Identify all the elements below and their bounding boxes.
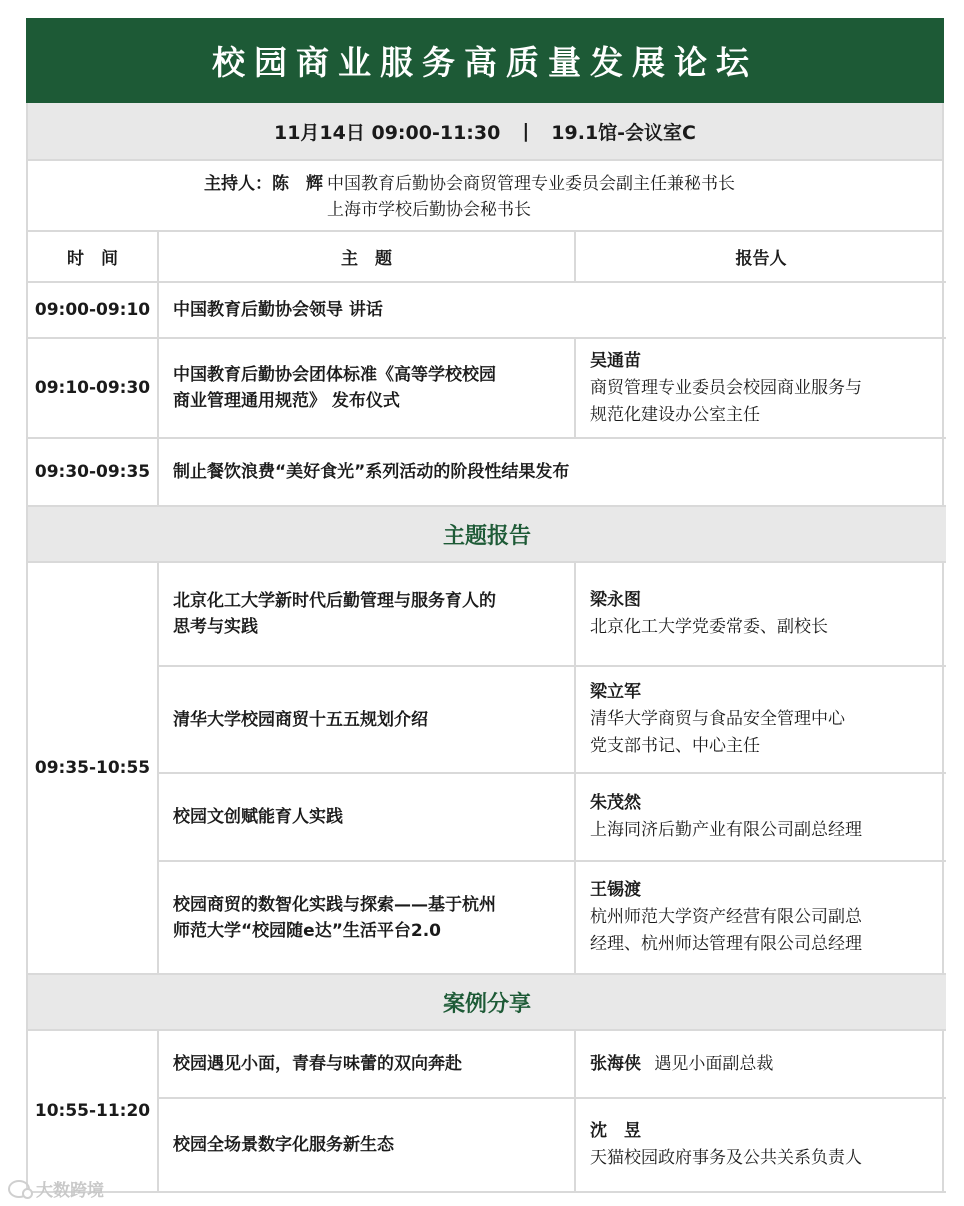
section-cases-heading: 案例分享 bbox=[28, 974, 946, 1030]
row-topic: 校园文创赋能育人实践 bbox=[158, 773, 575, 861]
table-row bbox=[28, 562, 946, 666]
table-row bbox=[28, 438, 946, 506]
speaker-name: 王锡渡 bbox=[590, 880, 641, 900]
row-speaker: 王锡渡 杭州师范大学资产经营有限公司副总 经理、杭州师达管理有限公司总经理 bbox=[575, 861, 946, 974]
row-topic: 北京化工大学新时代后勤管理与服务育人的 思考与实践 bbox=[158, 562, 575, 666]
section-row bbox=[28, 974, 946, 1030]
row-time: 09:10-09:30 bbox=[28, 338, 158, 438]
table-row bbox=[28, 338, 946, 438]
keynote-time: 09:35-10:55 bbox=[28, 562, 158, 974]
speaker-name: 吴通苗 bbox=[590, 350, 641, 371]
host-title-line: 上海市学校后勤协会秘书长 bbox=[327, 200, 531, 220]
row-speaker: 梁立军 清华大学商贸与食品安全管理中心 党支部书记、中心主任 bbox=[575, 666, 946, 773]
table-row bbox=[28, 666, 946, 773]
cases-time: 10:55-11:20 bbox=[28, 1030, 158, 1192]
row-speaker bbox=[575, 1030, 946, 1098]
table-row bbox=[28, 773, 946, 861]
watermark-text: 大数跨境 bbox=[36, 1181, 104, 1201]
header-topic: 主 题 bbox=[158, 232, 575, 282]
row-time: 09:30-09:35 bbox=[28, 438, 158, 506]
forum-title: 校园商业服务高质量发展论坛 bbox=[26, 18, 944, 103]
row-topic: 校园商贸的数智化实践与探索——基于杭州 师范大学“校园随e达”生活平台2.0 bbox=[158, 861, 575, 974]
session-separator: | bbox=[522, 120, 530, 142]
host-info bbox=[28, 161, 942, 232]
speaker-name: 张海侠 bbox=[590, 1053, 641, 1074]
table-row bbox=[28, 861, 946, 974]
row-speaker: 朱茂然 上海同济后勤产业有限公司副总经理 bbox=[575, 773, 946, 861]
row-topic: 校园全场景数字化服务新生态 bbox=[158, 1098, 575, 1192]
agenda-table bbox=[28, 232, 946, 1193]
session-venue: 19.1馆-会议室C bbox=[551, 121, 696, 144]
row-speaker: 梁永图 北京化工大学党委常委、副校长 bbox=[575, 562, 946, 666]
table-row bbox=[28, 1030, 946, 1098]
table-header-row bbox=[28, 232, 946, 282]
table-row bbox=[28, 1098, 946, 1192]
chat-bubble-icon bbox=[8, 1180, 30, 1198]
session-info bbox=[28, 103, 942, 161]
row-topic: 中国教育后勤协会领导 讲话 bbox=[158, 282, 946, 338]
row-topic: 中国教育后勤协会团体标准《高等学校校园 商业管理通用规范》 发布仪式 bbox=[158, 338, 575, 438]
row-topic: 校园遇见小面，青春与味蕾的双向奔赴 bbox=[158, 1030, 575, 1098]
table-row bbox=[28, 282, 946, 338]
watermark bbox=[8, 1176, 104, 1201]
row-speaker: 沈 昱 天猫校园政府事务及公共关系负责人 bbox=[575, 1098, 946, 1192]
section-row bbox=[28, 506, 946, 562]
section-keynote-heading: 主题报告 bbox=[28, 506, 946, 562]
speaker-name: 沈 昱 bbox=[590, 1121, 641, 1141]
row-topic: 制止餐饮浪费“美好食光”系列活动的阶段性结果发布 bbox=[158, 438, 946, 506]
row-speaker: 吴通苗 商贸管理专业委员会校园商业服务与 规范化建设办公室主任 bbox=[575, 338, 946, 438]
speaker-title: 遇见小面副总裁 bbox=[654, 1053, 774, 1074]
row-time: 09:00-09:10 bbox=[28, 282, 158, 338]
row-topic: 清华大学校园商贸十五五规划介绍 bbox=[158, 666, 575, 773]
speaker-name: 梁永图 bbox=[590, 590, 641, 610]
host-title-line: 中国教育后勤协会商贸管理专业委员会副主任兼秘书长 bbox=[327, 174, 735, 194]
host-label: 主持人：陈 辉 bbox=[204, 174, 323, 194]
agenda-document bbox=[26, 18, 944, 1193]
header-time: 时 间 bbox=[28, 232, 158, 282]
session-date-time: 11月14日 09:00-11:30 bbox=[273, 121, 501, 144]
speaker-name: 梁立军 bbox=[590, 682, 641, 702]
header-speaker: 报告人 bbox=[575, 232, 946, 282]
speaker-name: 朱茂然 bbox=[590, 793, 641, 813]
